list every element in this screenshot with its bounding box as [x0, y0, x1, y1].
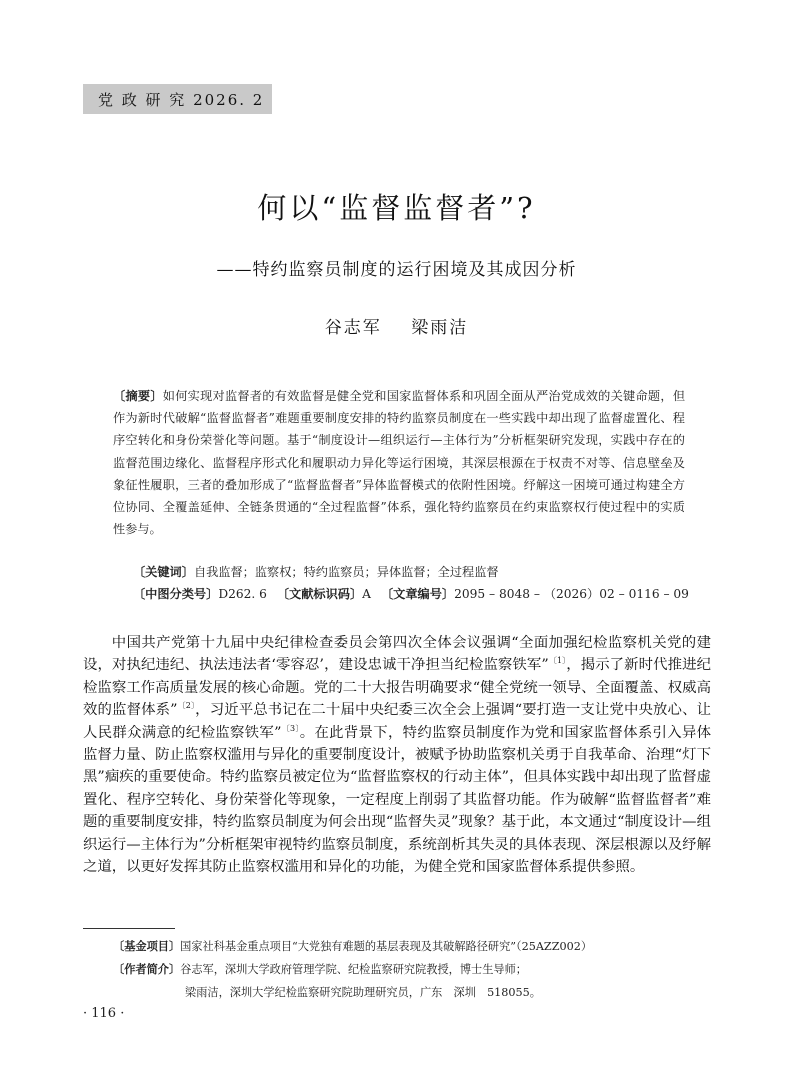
body-paragraph [83, 632, 711, 878]
abstract-label: 〔摘要〕 [113, 389, 163, 403]
reference-1[interactable]: 〔1〕 [548, 656, 567, 666]
fund-footnote [113, 938, 592, 954]
footnote-divider [83, 928, 175, 929]
reference-2[interactable]: 〔2〕 [177, 701, 196, 711]
reference-3[interactable]: 〔3〕 [281, 723, 300, 733]
body-text-segment: ，习近平总书记在二十届中央纪委三次全会上强调“要打造一支让党中央放心、让人民群众满意的纪检监察铁军” [83, 702, 711, 741]
article-title: 何以“监督监督者”? [257, 191, 536, 225]
abstract-text: 如何实现对监督者的有效监督是健全党和国家监督体系和巩固全面从严治党成效的关键命题，但作为新时代破解“监督监督者”难题重要制度安排的特约监察员制度在一些实践中却出现了监督虚置化、程序空转化和身份荣誉化等问题。基于“制度设计—组织运行—主体行为”分析框架研究发现，实践中存在的监督范围边缘化、监督程序形式化和履职动力异化等运行困境，其深层根源在于权责不对等、信息壁垒及象征性履职，三者的叠加形成了“监督监督者”异体监督模式的依附性困境。纾解这一困境可通过构建全方位协同、全覆盖延伸、全链条贯通的“全过程监督”体系，强化特约监察员在约束监察权行使过程中的实质性参与。 [113, 389, 686, 537]
author-info-text-1: 谷志军，深圳大学政府管理学院、纪检监察研究院教授，博士生导师； [180, 963, 527, 976]
fund-text: 国家社科基金重点项目“大党独有难题的基层表现及其破解路径研究”（25AZZ002） [180, 940, 593, 953]
clc-label: 〔中图分类号〕 [133, 587, 219, 601]
body-text-segment: 。在此背景下，特约监察员制度作为党和国家监督体系引入异体监督力量、防止监察权滥用与异化的重要制度设计，被赋予协助监察机关勇于自我革命、治理“灯下黑”痼疾的重要使命。特约监察员被定位为“监督监察权的行动主体”，但具体实践中却出现了监督虚置化、程序空转化、身份荣誉化等现象，一定程度上削弱了其监督功能。作为破解“监督监督者”难题的重要制度安排，特约监察员制度为何会出现“监督失灵”现象？基于此，本文通过“制度设计—组织运行—主体行为”分析框架审视特约监察员制度，系统剖析其失灵的具体表现、深层根源以及纾解之道，以更好发挥其防止监察权滥用和异化的功能，为健全党和国家监督体系提供参照。 [83, 724, 711, 876]
page-number: · 116 · [83, 1006, 125, 1021]
author-info-text-2: 梁雨洁，深圳大学纪检监察研究院助理研究员，广东 深圳 518055。 [185, 986, 541, 999]
body-text-segment: 中国共产党第十九届中央纪律检查委员会第四次全体会议强调“全面加强纪检监察机关党的建设，对执纪违纪、执法违法者‘零容忍’，建设忠诚干净担当纪检监察铁军” [83, 635, 711, 674]
abstract [113, 385, 685, 540]
journal-header-badge [83, 84, 272, 114]
article-number-value: 2095 – 8048 – （2026）02 – 0116 – 09 [454, 587, 689, 601]
doc-code-value: A [362, 587, 371, 601]
keywords-text: 自我监督；监察权；特约监察员；异体监督；全过程监督 [193, 565, 499, 579]
article-subtitle: ——特约监察员制度的运行困境及其成因分析 [216, 260, 577, 280]
author-footnote-continued [185, 984, 541, 1000]
author-info-label: 〔作者简介〕 [113, 963, 181, 976]
doc-code-label: 〔文献标识码〕 [276, 587, 363, 601]
author-1: 谷志军 [324, 318, 382, 338]
clc-value: D262. 6 [218, 587, 267, 601]
keywords [133, 563, 499, 580]
body-text-segment: ，揭示了新时代推进纪检监察工作高质量发展的核心命题。党的二十大报告明确要求“健全党统一领导、全面覆盖、权威高效的监督体系” [83, 657, 711, 719]
author-footnote [113, 961, 527, 977]
classification-line [133, 585, 689, 602]
author-list [0, 313, 793, 338]
keywords-label: 〔关键词〕 [133, 565, 194, 579]
journal-name: 党 政 研 究 2026. 2 [98, 90, 265, 109]
article-number-label: 〔文章编号〕 [380, 587, 455, 601]
fund-label: 〔基金项目〕 [113, 940, 181, 953]
author-2: 梁雨洁 [411, 318, 469, 338]
